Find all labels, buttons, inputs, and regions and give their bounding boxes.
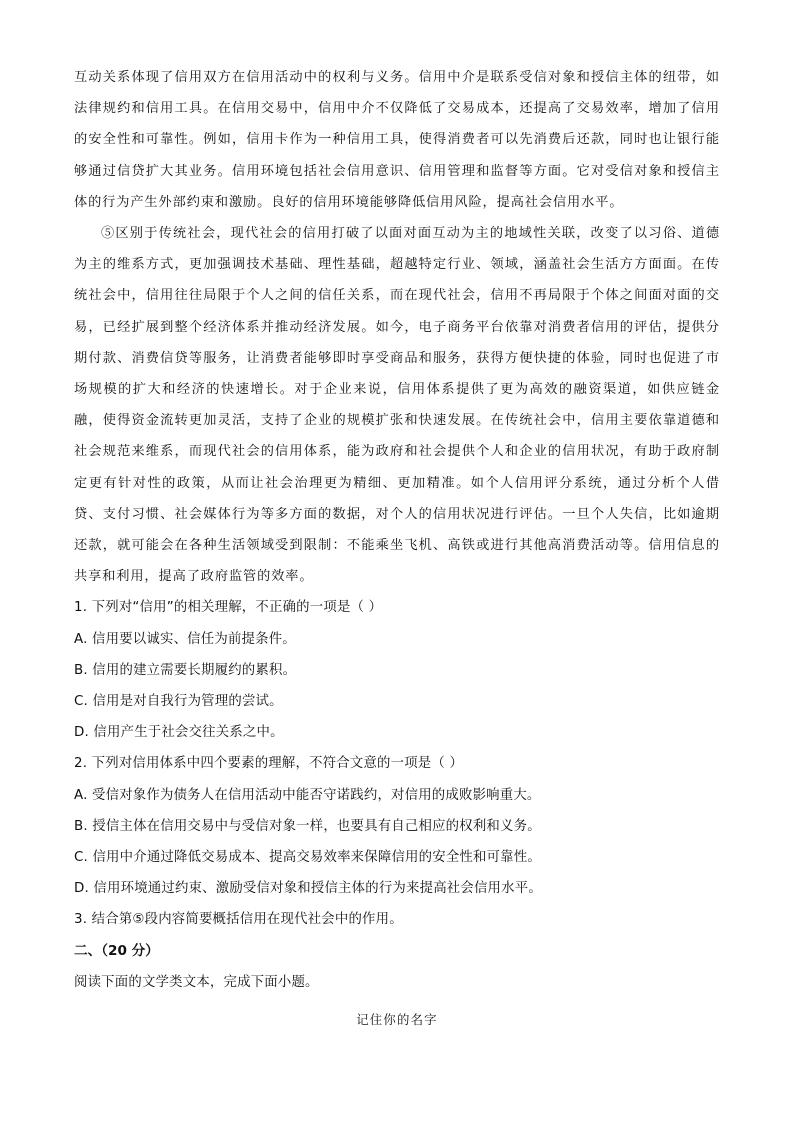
question-2-option-a: A. 受信对象作为债务人在信用活动中能否守诺践约，对信用的成败影响重大。 [74, 787, 541, 803]
question-3 [74, 904, 720, 935]
question-2-option-b: B. 授信主体在信用交易中与受信对象一样，也要具有自己相应的权利和义务。 [74, 818, 541, 834]
question-2-option-d: D. 信用环境通过约束、激励受信对象和授信主体的行为来提高社会信用水平。 [74, 881, 542, 897]
question-1-option-b: B. 信用的建立需要长期履约的累积。 [74, 662, 297, 678]
question-1-option-a: A. 信用要以诚实、信任为前提条件。 [74, 631, 296, 647]
question-2 [74, 748, 720, 904]
paragraph-5: ⑤区别于传统社会，现代社会的信用打破了以面对面互动为主的地域性关联，改变了以习俗、道德为主的维系方式，更加强调技术基础、理性基础，超越特定行业、领域，涵盖社会生活方方面面。在传统社会中，信用往往局限于个人之间的信任关系，而在现代社会，信用不再局限于个体之间面对面的交易，已经扩展到整个经济体系并推动经济发展。如今，电子商务平台依靠对消费者信用的评估，提供分期付款、消费信贷等服务，让消费者能够即时享受商品和服务，获得方便快捷的体验，同时也促进了市场规模的扩大和经济的快速增长。对于企业来说，信用体系提供了更为高效的融资渠道，如供应链金融，使得资金流转更加灵活，支持了企业的规模扩张和快速发展。在传统社会中，信用主要依靠道德和社会规范来维系，而现代社会的信用体系，能为政府和社会提供个人和企业的信用状况，有助于政府制定更有针对性的政策，从而让社会治理更为精细、更加精准。如个人信用评分系统，通过分析个人借贷、支付习惯、社会媒体行为等多方面的数据，对个人的信用状况进行评估。一旦个人失信，比如逾期还款，就可能会在各种生活领域受到限制：不能乘坐飞机、高铁或进行其他高消费活动等。信用信息的共享和利用，提高了政府监管的效率。 [74, 226, 720, 585]
page-content [74, 62, 720, 1035]
story-title: 记住你的名字 [356, 1012, 438, 1028]
question-1 [74, 592, 720, 748]
question-1-stem: 1. 下列对“信用”的相关理解，不正确的一项是（ ） [74, 600, 383, 616]
section-2-heading: 二、（20 分） [74, 942, 159, 959]
section-2-instruction: 阅读下面的文学类文本，完成下面小题。 [74, 974, 319, 990]
question-2-stem: 2. 下列对信用体系中四个要素的理解，不符合文意的一项是（ ） [74, 756, 464, 772]
question-2-option-c: C. 信用中介通过降低交易成本、提高交易效率来保障信用的安全性和可靠性。 [74, 850, 541, 866]
question-3-stem: 3. 结合第⑤段内容简要概括信用在现代社会中的作用。 [74, 912, 403, 928]
question-1-option-c: C. 信用是对自我行为管理的尝试。 [74, 694, 283, 710]
question-1-option-d: D. 信用产生于社会交往关系之中。 [74, 725, 284, 741]
paragraph-4-continuation: 互动关系体现了信用双方在信用活动中的权利与义务。信用中介是联系受信对象和授信主体的纽带，如法律规约和信用工具。在信用交易中，信用中介不仅降低了交易成本，还提高了交易效率，增加了信用的安全性和可靠性。例如，信用卡作为一种信用工具，使得消费者可以先消费后还款，同时也让银行能够通过信贷扩大其业务。信用环境包括社会信用意识、信用管理和监督等方面。它对受信对象和授信主体的行为产生外部约束和激励。良好的信用环境能够降低信用风险，提高社会信用水平。 [74, 70, 720, 210]
